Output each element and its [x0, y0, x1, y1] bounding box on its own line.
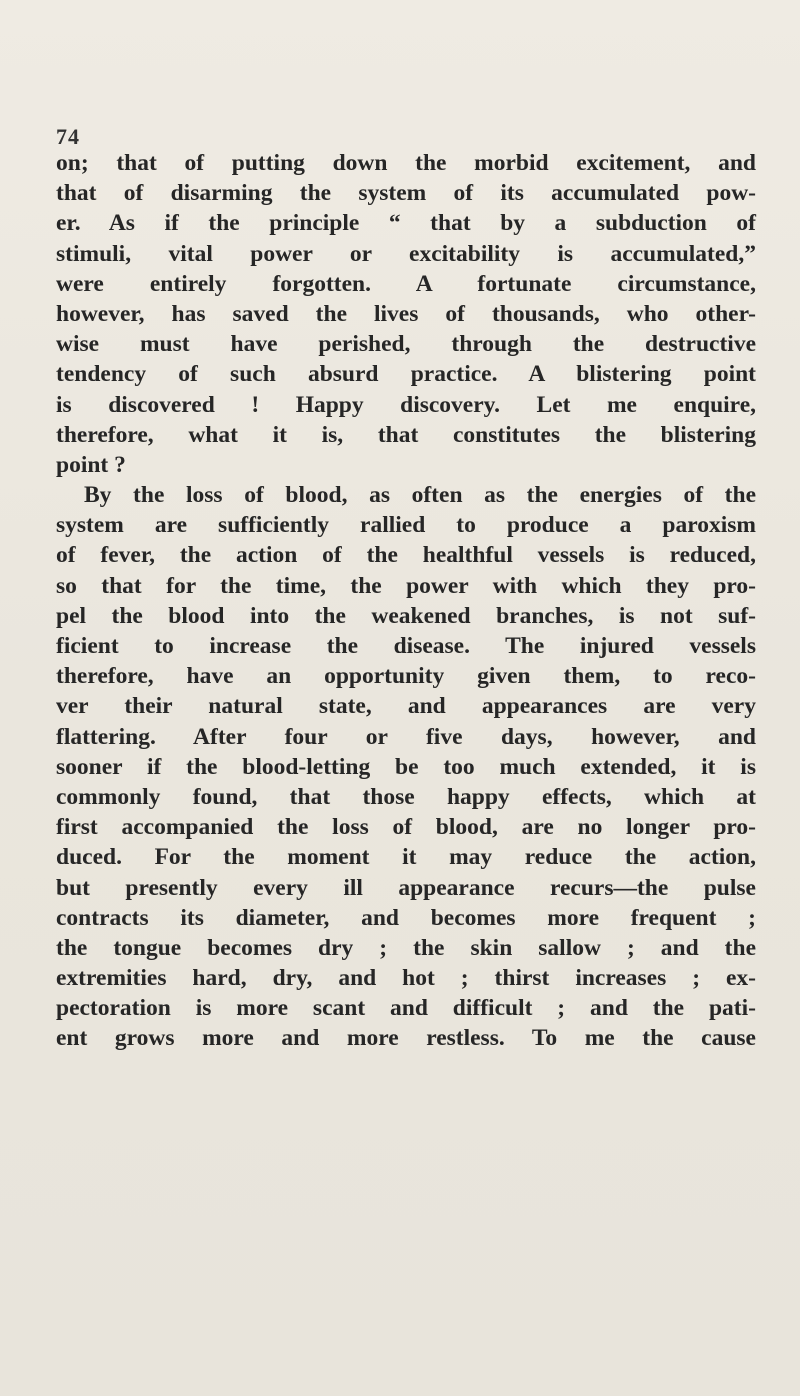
text-line: contracts its diameter, and becomes more frequent ; [56, 904, 756, 931]
page-number: 74 [56, 124, 80, 149]
text-line: therefore, have an opportunity given them, to reco- [56, 663, 756, 690]
text-line: the tongue becomes dry ; the skin sallow ; and the [56, 934, 756, 961]
text-line: er. As if the principle “ that by a subduction of [56, 210, 756, 237]
paragraph-start-line: By the loss of blood, as often as the energies of the [84, 482, 756, 509]
text-line: but presently every ill appearance recurs—the pulse [56, 874, 756, 901]
text-line: ficient to increase the disease. The injured vessels [56, 633, 756, 659]
text-line: tendency of such absurd practice. A blistering point [56, 361, 756, 388]
text-line: is discovered ! Happy discovery. Let me enquire, [56, 391, 756, 418]
text-line: that of disarming the system of its accumulated pow- [56, 180, 756, 207]
text-line: extremities hard, dry, and hot ; thirst increases ; ex- [56, 965, 756, 992]
text-line: pectoration is more scant and difficult ; and the pati- [56, 995, 756, 1022]
text-line: flattering. After four or five days, however, and [56, 723, 756, 750]
text-line: wise must have perished, through the destructive [56, 331, 756, 358]
text-line: system are sufficiently rallied to produce a paroxism [56, 512, 756, 539]
text-line: stimuli, vital power or excitability is accumulated,” [56, 240, 756, 267]
text-line: sooner if the blood-letting be too much extended, it is [56, 753, 756, 780]
text-line: pel the blood into the weakened branches, is not suf- [56, 602, 756, 629]
text-line: duced. For the moment it may reduce the action, [56, 844, 756, 871]
text-line: were entirely forgotten. A fortunate circumstance, [56, 270, 756, 297]
text-line: of fever, the action of the healthful vessels is reduced, [56, 542, 756, 569]
text-line: therefore, what it is, that constitutes the blistering [56, 421, 756, 448]
text-line: however, has saved the lives of thousands, who other- [56, 300, 756, 327]
text-line: point ? [56, 451, 126, 478]
text-line: commonly found, that those happy effects, which at [56, 783, 756, 810]
body-text [56, 148, 756, 1054]
text-line: first accompanied the loss of blood, are no longer pro- [56, 814, 756, 841]
text-line: on; that of putting down the morbid excitement, and [56, 150, 756, 176]
text-line: so that for the time, the power with which they pro- [56, 572, 756, 599]
text-line: ver their natural state, and appearances are very [56, 693, 756, 720]
text-line: ent grows more and more restless. To me the cause [56, 1025, 756, 1052]
